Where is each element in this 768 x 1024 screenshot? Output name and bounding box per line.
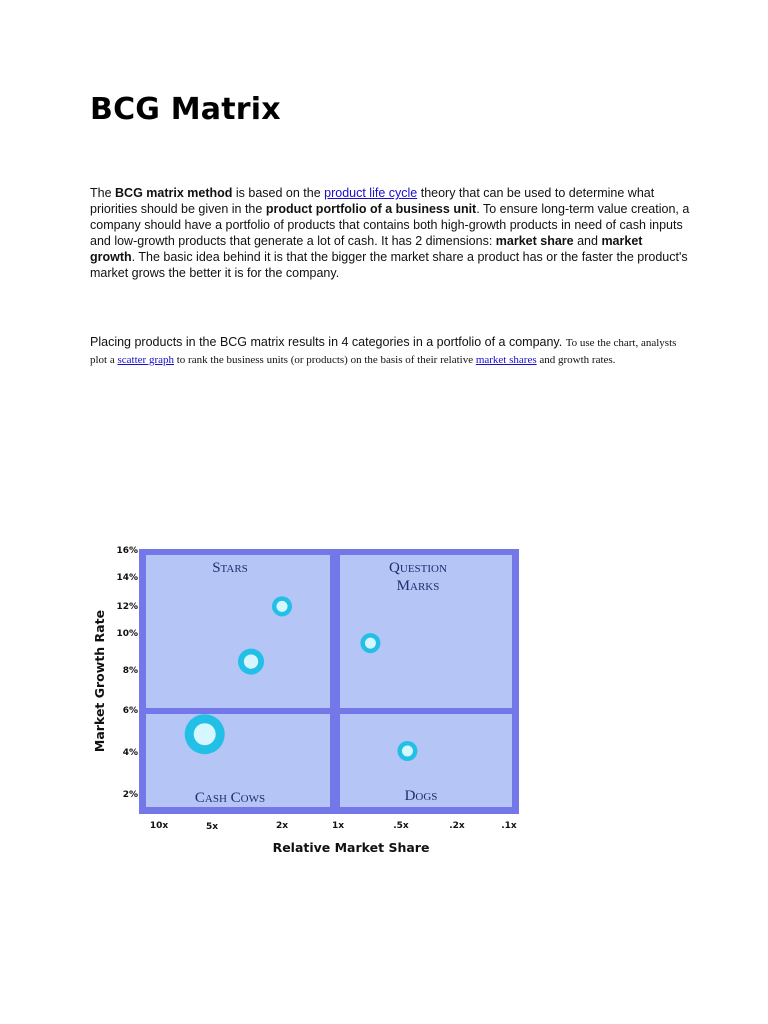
page-title: BCG Matrix [90,92,281,127]
data-point-highlight [402,746,413,757]
y-axis-label: Market Growth Rate [92,609,107,753]
bold-term: market growth [90,234,643,264]
label-dogs: Dogs [404,788,438,804]
y-tick: 12% [116,602,138,612]
y-tick: 10% [116,629,138,639]
label-cash-cows: Cash Cows [194,790,266,806]
text: is based on the [232,186,325,200]
y-tick: 6% [122,706,138,716]
x-axis-label: Relative Market Share [272,840,430,855]
x-tick: 10x [149,821,169,831]
market-shares-link[interactable]: market shares [475,354,537,366]
bold-term: market share [495,234,574,248]
x-tick: 5x [205,822,219,832]
x-axis-ticks [150,821,517,832]
y-tick: 2% [122,790,138,800]
label-question-marks-line1: Question [389,560,447,576]
label-question-marks-line2: Marks [396,578,440,594]
product-life-cycle-link[interactable]: product life cycle [324,186,418,200]
text: theory that can be used to determine what priorities should be given in the [90,186,655,216]
data-point-highlight [244,654,258,668]
data-point-highlight [194,723,216,745]
text: The [90,186,116,200]
bold-term: BCG matrix method [115,186,233,200]
label-stars: Stars [212,560,248,576]
text: to rank the business units (or products) on the basis of their relative [174,354,476,366]
chart-paragraph [90,334,690,368]
text: . The basic idea behind it is that the bigger the market share a product has or the faster the product's market grows the better it is for the company. [90,250,688,280]
text: To use the chart, analysts plot a [90,337,677,366]
text: and growth rates. [536,354,616,366]
y-axis-ticks [116,546,138,800]
x-tick: .1x [501,821,517,831]
y-tick: 14% [116,573,138,583]
y-tick: 8% [122,666,138,676]
intro-paragraph [90,185,690,281]
bold-term: product portfolio of a business unit [265,202,477,216]
scatter-graph-link[interactable]: scatter graph [117,354,174,366]
text: Placing products in the BCG matrix results in 4 categories in a portfolio of a company. [90,335,566,349]
x-tick: .2x [449,821,465,831]
quadrant-stars [146,555,330,708]
text: and [573,234,602,248]
data-point-highlight [365,638,376,649]
text: . To ensure long-term value creation, a company should have a portfolio of products that contains both high-growth products in need of cash inputs and low-growth products that generate a lot of cash. It has 2 dimensions: [90,202,690,248]
data-point-highlight [277,601,288,612]
x-tick: 1x [331,821,345,831]
y-tick: 16% [116,546,138,556]
bcg-matrix-chart [88,538,528,860]
x-tick: 2x [275,821,289,831]
x-tick: .5x [393,821,409,831]
y-tick: 4% [122,748,138,758]
